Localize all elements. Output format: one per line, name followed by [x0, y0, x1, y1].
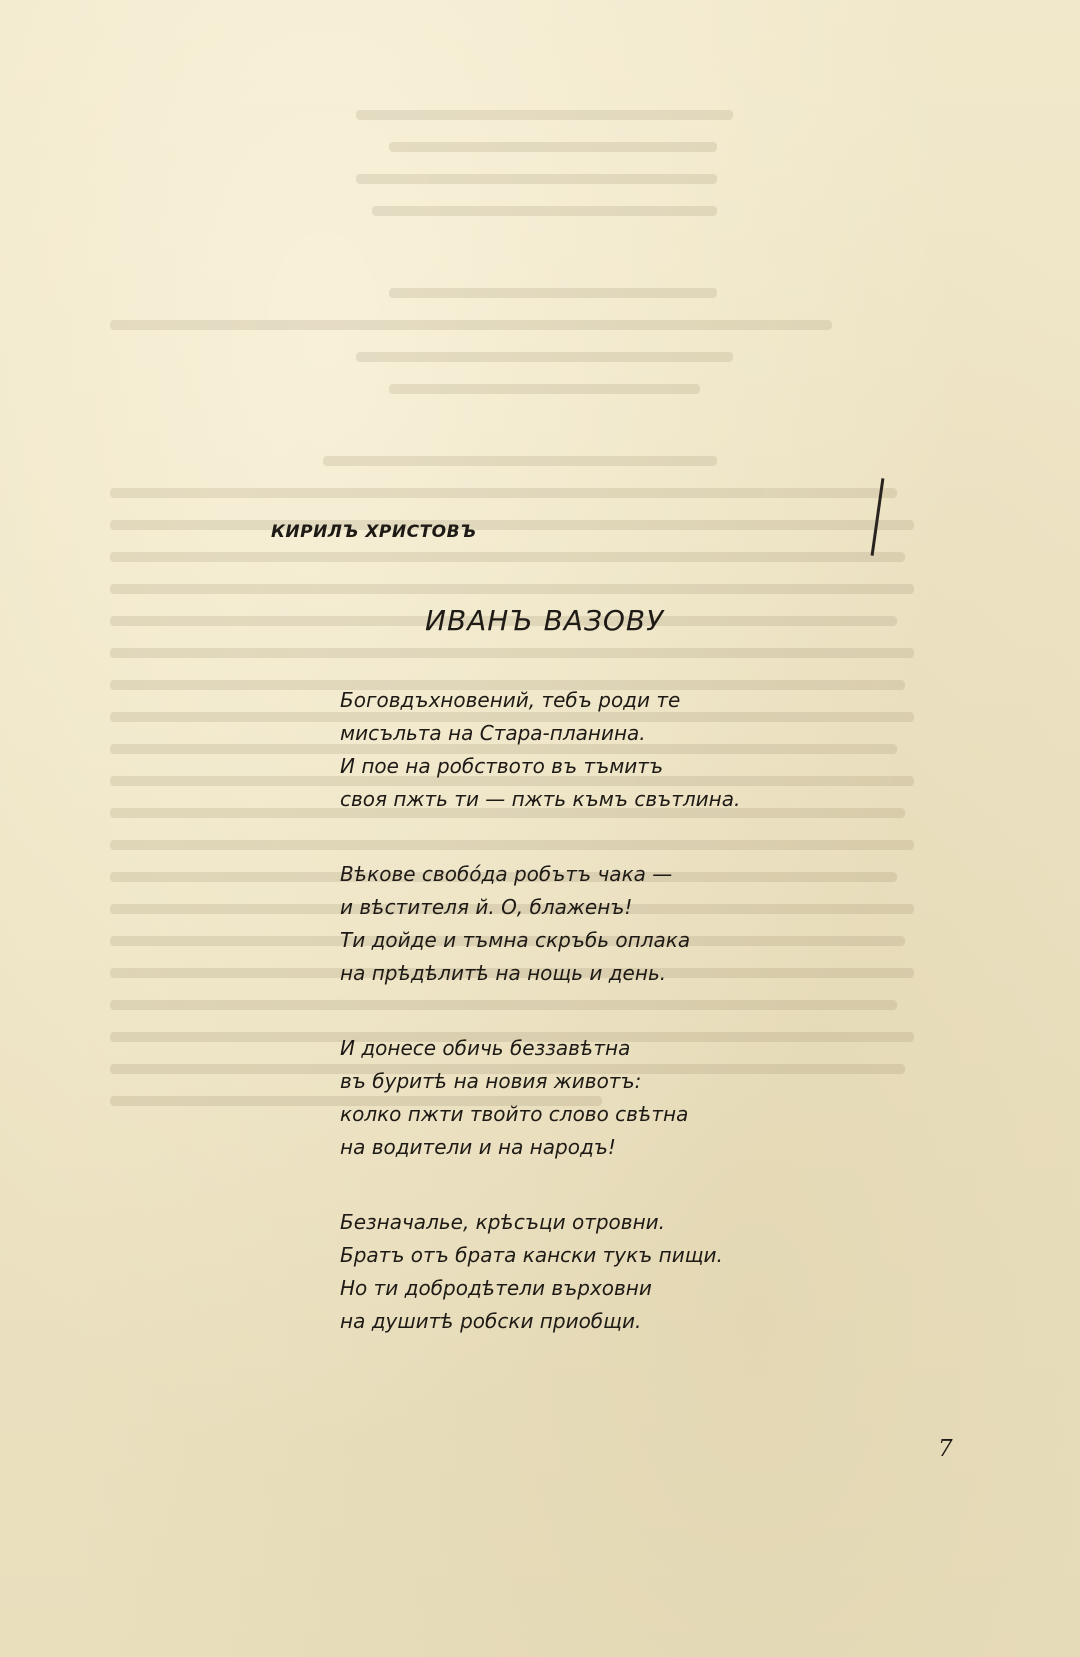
- verse-line: Боговдъхновений, тебъ роди те: [340, 688, 681, 712]
- page-number: 7: [938, 1436, 953, 1462]
- stanza: [340, 1206, 900, 1338]
- verse-line: Вѣкове свобóда робътъ чака —: [340, 862, 673, 886]
- stanza: [340, 858, 900, 990]
- verse-line: Ти дойде и тъмна скръбь оплака: [340, 928, 691, 952]
- margin-pencil-mark: [871, 478, 885, 556]
- poem-body: [340, 684, 900, 1380]
- verse-line: мисъльта на Стара-планина.: [340, 721, 646, 745]
- poem-title: ИВАНЪ ВАЗОВУ: [425, 604, 665, 637]
- verse-line: И пое на робството въ тъмитъ: [340, 754, 664, 778]
- stanza: [340, 684, 900, 816]
- verse-line: на водители и на народъ!: [340, 1135, 616, 1159]
- verse-line: на душитѣ робски приобщи.: [340, 1309, 642, 1333]
- verse-line: своя пжть ти — пжть къмъ свътлина.: [340, 787, 741, 811]
- verse-line: И донесе обичь беззавѣтна: [340, 1036, 631, 1060]
- verse-line: колко пжти твойто слово свѣтна: [340, 1102, 689, 1126]
- stanza: [340, 1032, 900, 1164]
- poem-author: КИРИЛЪ ХРИСТОВЪ: [271, 522, 477, 542]
- verse-line: Братъ отъ брата кански тукъ пищи.: [340, 1243, 723, 1267]
- verse-line: Но ти добродѣтели върховни: [340, 1276, 652, 1300]
- verse-line: на прѣдѣлитѣ на нощь и день.: [340, 961, 667, 985]
- verse-line: Безначалье, крѣсъци отровни.: [340, 1210, 665, 1234]
- verse-line: и вѣстителя й. О, блаженъ!: [340, 895, 633, 919]
- verse-line: въ буритѣ на новия животъ:: [340, 1069, 642, 1093]
